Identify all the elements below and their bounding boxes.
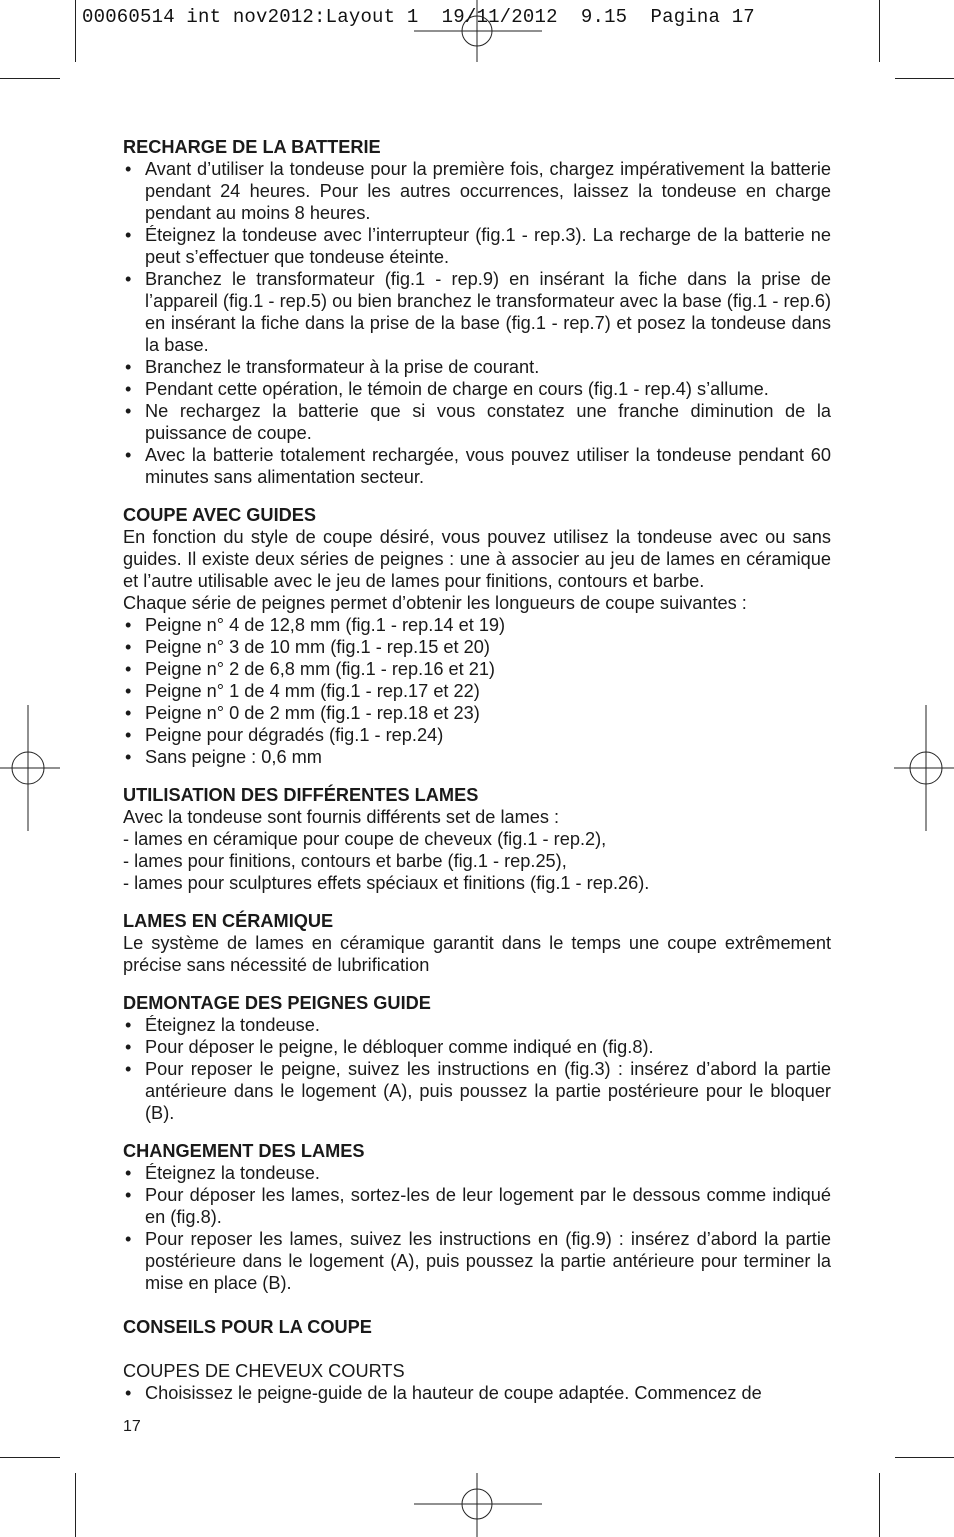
paragraph: Chaque série de peignes permet d’obtenir les longueurs de coupe suivantes : [123,593,747,613]
paragraph: Le système de lames en céramique garantit dans le temps une coupe extrêmement précise sans nécessité de lubrification [123,933,831,975]
section-coupe-guides [123,504,831,768]
bullet-list [123,158,831,488]
list-item: • Pour reposer le peigne, suivez les instructions en (fig.3) : insérez d’abord la partie antérieure dans le logement (A), puis poussez la partie postérieure pour le bloquer (B). [123,1058,831,1124]
section-title: UTILISATION DES DIFFÉRENTES LAMES [123,785,479,805]
dash-line: - lames pour finitions, contours et barbe (fig.1 - rep.25), [123,851,567,871]
list-item: • Sans peigne : 0,6 mm [123,746,831,768]
section-recharge [123,136,831,488]
list-item: • Éteignez la tondeuse avec l’interrupteur (fig.1 - rep.3). La recharge de la batterie ne peut s’effectuer que tondeuse éteinte. [123,224,831,268]
bullet-list [123,1162,831,1294]
registration-mark-left [0,705,60,831]
list-item: • Branchez le transformateur à la prise de courant. [123,356,831,378]
list-item: • Peigne n° 3 de 10 mm (fig.1 - rep.15 et 20) [123,636,831,658]
dash-line: - lames pour sculptures effets spéciaux et finitions (fig.1 - rep.26). [123,873,650,893]
list-item: • Ne rechargez la batterie que si vous constatez une franche diminution de la puissance de coupe. [123,400,831,444]
list-item: • Avec la batterie totalement rechargée, vous pouvez utiliser la tondeuse pendant 60 minutes sans alimentation secteur. [123,444,831,488]
section-lames-ceramique [123,910,831,976]
dash-line: - lames en céramique pour coupe de cheveux (fig.1 - rep.2), [123,829,607,849]
list-item: • Avant d’utiliser la tondeuse pour la première fois, chargez impérativement la batterie pendant 24 heures. Pour les autres occurrences, laissez la tondeuse en charge pendant au moins 8 heures. [123,158,831,224]
list-item: • Éteignez la tondeuse. [123,1162,831,1184]
section-title: COUPE AVEC GUIDES [123,505,317,525]
list-item: • Peigne n° 0 de 2 mm (fig.1 - rep.18 et 23) [123,702,831,724]
section-title: CONSEILS POUR LA COUPE [123,1317,372,1337]
registration-mark-bottom [414,1473,542,1537]
crop-mark [879,1473,880,1537]
crop-mark [879,0,880,62]
list-item: • Peigne n° 2 de 6,8 mm (fig.1 - rep.16 et 21) [123,658,831,680]
page-content [123,136,831,1420]
registration-mark-right [894,705,954,831]
list-item: • Éteignez la tondeuse. [123,1014,831,1036]
crop-mark [895,1457,954,1458]
section-title: RECHARGE DE LA BATTERIE [123,137,381,157]
section-utilisation-lames [123,784,831,894]
bullet-list [123,614,831,768]
list-item: • Pour déposer les lames, sortez-les de leur logement par le dessous comme indiqué en (fig.8). [123,1184,831,1228]
crop-mark [895,78,954,79]
section-conseils-coupe [123,1316,831,1404]
paragraph: Avec la tondeuse sont fournis différents set de lames : [123,807,560,827]
section-title: DEMONTAGE DES PEIGNES GUIDE [123,993,431,1013]
list-item: • Branchez le transformateur (fig.1 - rep.9) en insérant la fiche dans la prise de l’appareil (fig.1 - rep.5) ou bien branchez le transformateur avec la base (fig.1 - rep.6) en insérant la fiche dans la prise de la base (fig.1 - rep.7) et posez la tondeuse dans la base. [123,268,831,356]
list-item: • Peigne pour dégradés (fig.1 - rep.24) [123,724,831,746]
list-item: • Pendant cette opération, le témoin de charge en cours (fig.1 - rep.4) s’allume. [123,378,831,400]
crop-mark [0,1457,60,1458]
registration-mark-top [414,0,542,62]
bullet-list [123,1014,831,1124]
crop-mark [75,1473,76,1537]
print-slug: 00060514 int nov2012:Layout 1 19/11/2012 9.15 Pagina 17 [82,6,755,28]
list-item: • Pour reposer les lames, suivez les instructions en (fig.9) : insérez d’abord la partie postérieure dans le logement (A), puis poussez la partie antérieure pour terminer la mise en place (B). [123,1228,831,1294]
list-item: • Pour déposer le peigne, le débloquer comme indiqué en (fig.8). [123,1036,831,1058]
page-number: 17 [123,1418,141,1435]
section-demontage-peignes [123,992,831,1124]
crop-mark [75,0,76,62]
crop-mark [0,78,60,79]
list-item: • Choisissez le peigne-guide de la hauteur de coupe adaptée. Commencez de [123,1382,831,1404]
list-item: • Peigne n° 4 de 12,8 mm (fig.1 - rep.14 et 19) [123,614,831,636]
paragraph: En fonction du style de coupe désiré, vous pouvez utilisez la tondeuse avec ou sans guides. Il existe deux séries de peignes : une à associer au jeu de lames en céramique et l’autre utilisable avec le jeu de lames pour finitions, contours et barbe. [123,527,831,591]
section-title: LAMES EN CÉRAMIQUE [123,911,334,931]
section-changement-lames [123,1140,831,1294]
section-title: CHANGEMENT DES LAMES [123,1141,365,1161]
bullet-list [123,1382,831,1404]
list-item: • Peigne n° 1 de 4 mm (fig.1 - rep.17 et 22) [123,680,831,702]
subsection-title: COUPES DE CHEVEUX COURTS [123,1361,405,1381]
